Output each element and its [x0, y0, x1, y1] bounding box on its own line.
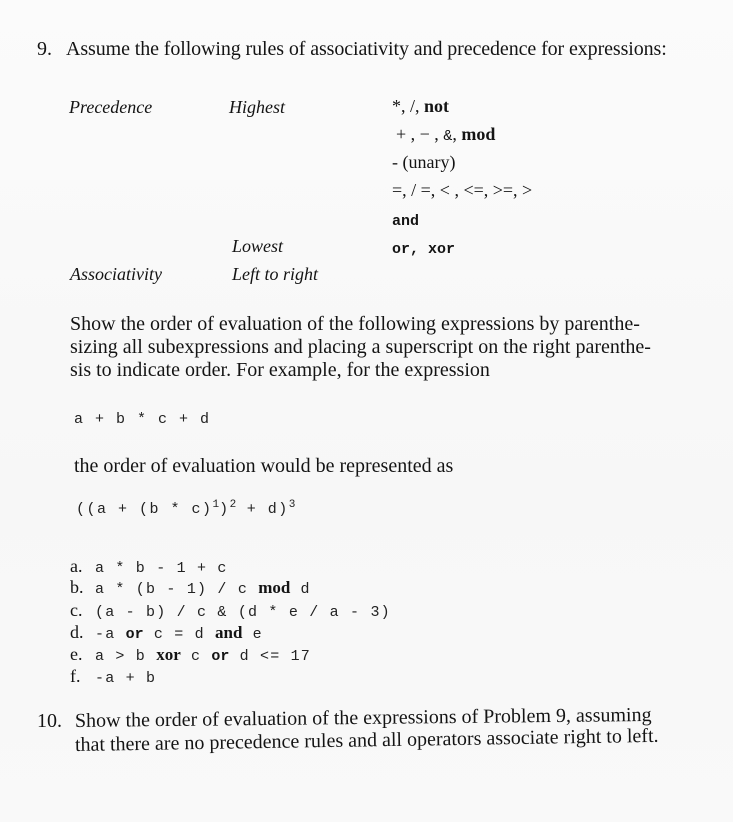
problem-9-number: 9. [37, 38, 52, 60]
level-1-ops: *, /, [392, 96, 425, 116]
subproblem-label: d. [70, 622, 84, 642]
level-2-amp: & [443, 128, 453, 145]
level-1-keyword: not [424, 96, 450, 116]
subproblem-keyword: xor [156, 645, 181, 664]
precedence-level-1 [392, 96, 449, 117]
example-result [76, 501, 295, 518]
precedence-level-3: - (unary) [392, 152, 456, 172]
subproblem-expression: -a + b [95, 670, 157, 687]
subproblem-a [70, 556, 228, 577]
subproblem-c [70, 600, 391, 621]
subproblem-expression-mid: c [180, 648, 212, 665]
subproblem-expression: (a - b) / c & (d * e / a - 3) [95, 604, 391, 621]
paragraph-line-2: sizing all subexpressions and placing a superscript on the right parenthe- [70, 336, 651, 358]
result-superscript-1: 1 [212, 499, 220, 511]
precedence-level-2 [396, 124, 495, 145]
result-part-1: ((a + (b * c) [76, 501, 213, 518]
subproblem-b [70, 577, 311, 598]
level-2-keyword: mod [461, 124, 496, 144]
paragraph-line-1: Show the order of evaluation of the following expressions by parenthe- [70, 313, 640, 335]
example-expression: a + b * c + d [74, 411, 211, 428]
subproblem-label: e. [70, 644, 83, 664]
problem-9-intro: Assume the following rules of associativity and precedence for expressions: [66, 38, 667, 60]
example-sentence: the order of evaluation would be represented as [74, 455, 454, 477]
lowest-label: Lowest [232, 236, 284, 256]
level-2-sep: , [452, 124, 462, 144]
instructions-paragraph [70, 313, 670, 382]
subproblem-label: f. [70, 666, 81, 686]
precedence-label: Precedence [69, 97, 153, 117]
problem-10-line-1: Show the order of evaluation of the expressions of Problem 9, assuming [74, 703, 652, 732]
subproblem-e [70, 644, 311, 665]
problem-10-number: 10. [37, 710, 62, 732]
subproblem-keyword: or [125, 626, 144, 643]
subproblem-expression: -a [95, 626, 126, 643]
subproblem-expression-mid: c = d [143, 626, 216, 643]
subproblem-expression-tail: e [242, 626, 263, 643]
precedence-level-5 [392, 209, 419, 230]
highest-label: Highest [229, 97, 285, 117]
paragraph-line-3: sis to indicate order. For example, for the expression [70, 359, 490, 381]
subproblem-keyword: mod [258, 578, 291, 597]
subproblem-f [70, 666, 156, 687]
associativity-value: Left to right [232, 264, 319, 284]
subproblem-d [70, 622, 263, 643]
subproblem-expression: a * b - 1 + c [95, 560, 228, 577]
result-part-3: + d) [236, 501, 289, 518]
subproblem-expression: a * (b - 1) / c [95, 581, 259, 598]
subproblem-label: b. [70, 577, 84, 597]
result-part-2: ) [219, 501, 230, 518]
subproblem-expression-tail: d [290, 581, 311, 598]
result-superscript-2: 2 [229, 499, 237, 511]
subproblem-label: c. [70, 600, 83, 620]
subproblem-expression: a > b [95, 648, 157, 665]
precedence-level-4: =, / =, < , <=, >=, > [392, 180, 533, 200]
precedence-level-6 [392, 237, 455, 258]
result-superscript-3: 3 [288, 499, 296, 511]
level-5-keyword: and [392, 213, 420, 230]
subproblem-label: a. [70, 556, 83, 576]
associativity-label: Associativity [70, 264, 162, 284]
level-6-keyword: or, xor [392, 241, 456, 258]
level-2-ops: + , − , [396, 124, 444, 144]
subproblem-expression-tail: d <= 17 [229, 648, 312, 665]
problem-10-line-2: that there are no precedence rules and all operators associate right to left. [74, 724, 659, 756]
subproblem-keyword-2: or [211, 648, 230, 665]
subproblem-keyword-2: and [215, 623, 243, 642]
